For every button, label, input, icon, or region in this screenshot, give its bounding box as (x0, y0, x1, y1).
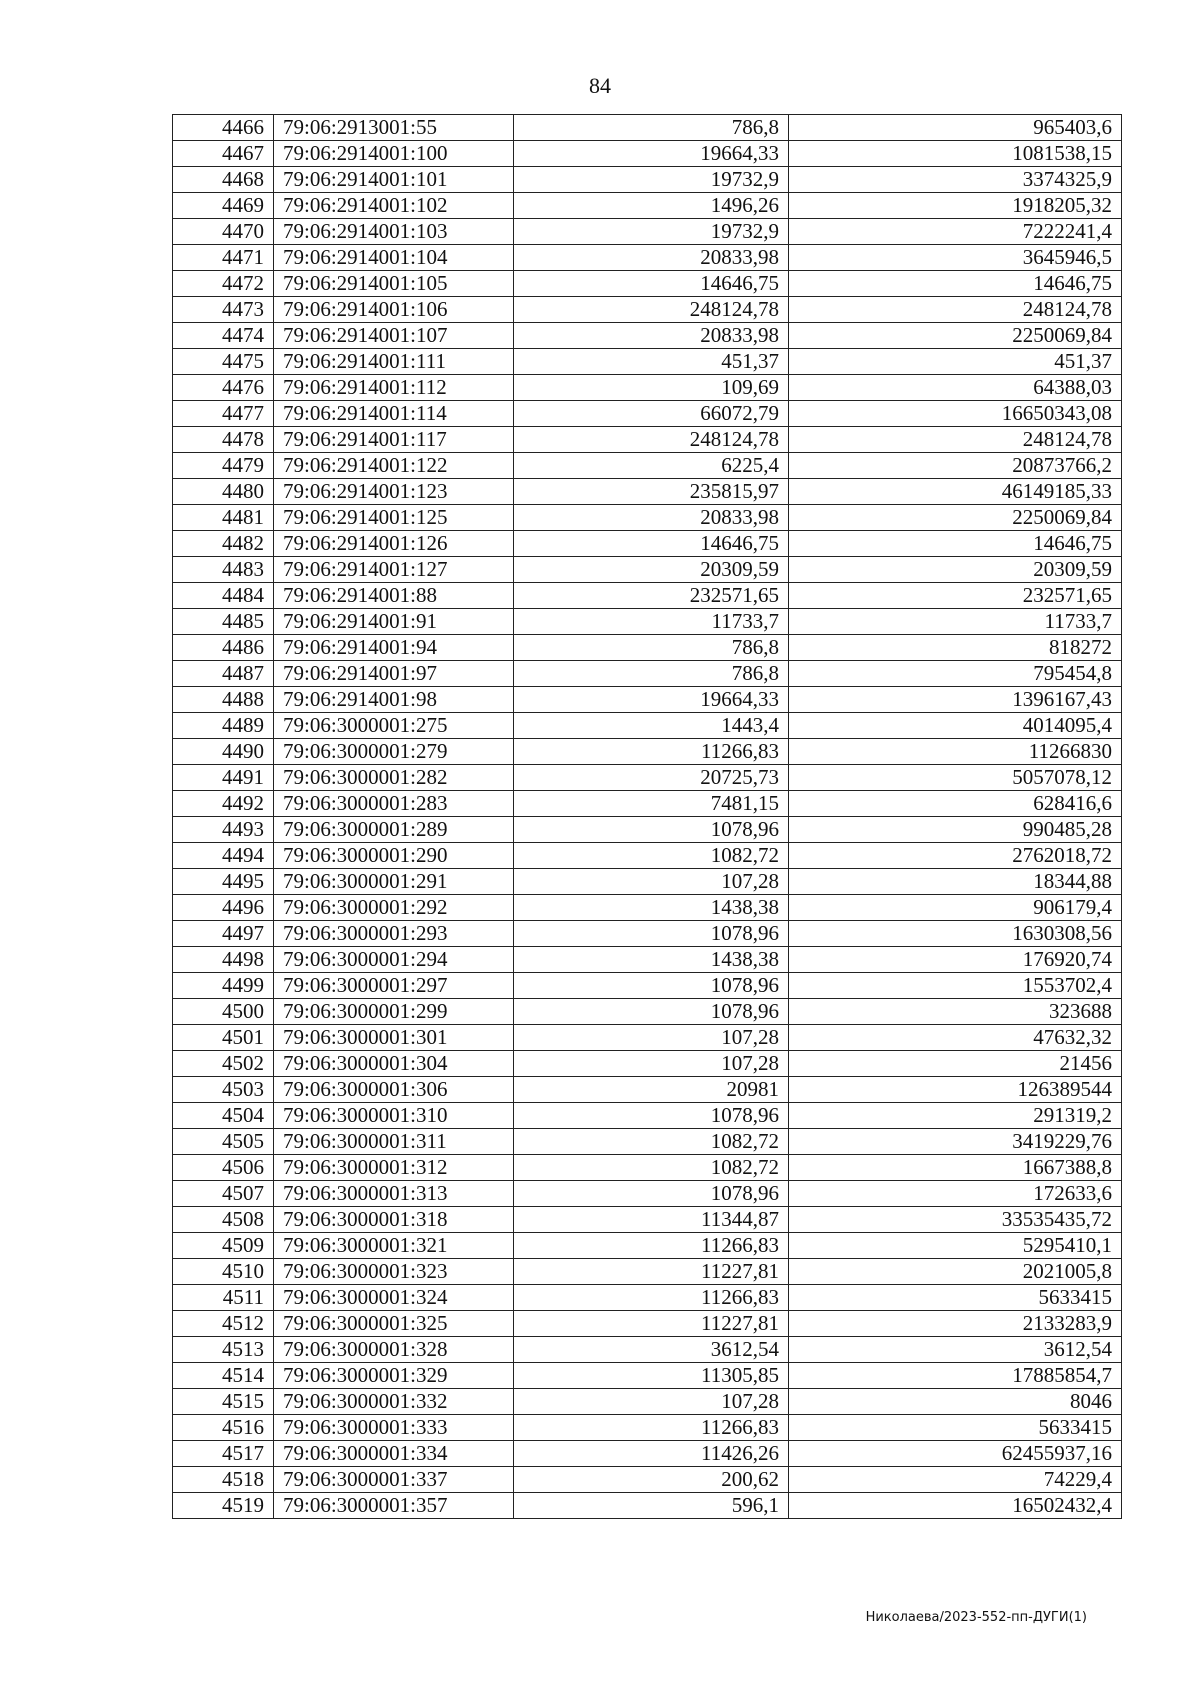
table-row (173, 1363, 1122, 1389)
row-number-cell: 4479 (173, 453, 274, 479)
value-cell: 965403,6 (789, 115, 1122, 141)
row-number-cell: 4468 (173, 167, 274, 193)
table-row (173, 609, 1122, 635)
table-row (173, 635, 1122, 661)
row-number-cell: 4490 (173, 739, 274, 765)
row-number-cell: 4514 (173, 1363, 274, 1389)
area-cell: 1078,96 (514, 921, 789, 947)
area-cell: 11266,83 (514, 1285, 789, 1311)
area-cell: 7481,15 (514, 791, 789, 817)
value-cell: 2021005,8 (789, 1259, 1122, 1285)
cadastral-number-cell: 79:06:3000001:275 (274, 713, 514, 739)
value-cell: 232571,65 (789, 583, 1122, 609)
cadastral-number-cell: 79:06:3000001:323 (274, 1259, 514, 1285)
row-number-cell: 4472 (173, 271, 274, 297)
cadastral-number-cell: 79:06:2914001:127 (274, 557, 514, 583)
cadastral-number-cell: 79:06:3000001:297 (274, 973, 514, 999)
cadastral-number-cell: 79:06:3000001:328 (274, 1337, 514, 1363)
cadastral-number-cell: 79:06:3000001:325 (274, 1311, 514, 1337)
area-cell: 66072,79 (514, 401, 789, 427)
value-cell: 33535435,72 (789, 1207, 1122, 1233)
row-number-cell: 4473 (173, 297, 274, 323)
row-number-cell: 4499 (173, 973, 274, 999)
value-cell: 2133283,9 (789, 1311, 1122, 1337)
value-cell: 11266830 (789, 739, 1122, 765)
table-row (173, 947, 1122, 973)
value-cell: 74229,4 (789, 1467, 1122, 1493)
cadastral-number-cell: 79:06:3000001:279 (274, 739, 514, 765)
area-cell: 20725,73 (514, 765, 789, 791)
area-cell: 1078,96 (514, 817, 789, 843)
value-cell: 323688 (789, 999, 1122, 1025)
row-number-cell: 4477 (173, 401, 274, 427)
cadastral-number-cell: 79:06:3000001:357 (274, 1493, 514, 1519)
row-number-cell: 4495 (173, 869, 274, 895)
cadastral-number-cell: 79:06:2914001:114 (274, 401, 514, 427)
table-row (173, 1077, 1122, 1103)
area-cell: 11227,81 (514, 1259, 789, 1285)
value-cell: 795454,8 (789, 661, 1122, 687)
value-cell: 46149185,33 (789, 479, 1122, 505)
area-cell: 109,69 (514, 375, 789, 401)
area-cell: 1078,96 (514, 1103, 789, 1129)
value-cell: 11733,7 (789, 609, 1122, 635)
cadastral-number-cell: 79:06:3000001:313 (274, 1181, 514, 1207)
cadastral-number-cell: 79:06:2914001:117 (274, 427, 514, 453)
area-cell: 1082,72 (514, 843, 789, 869)
cadastral-number-cell: 79:06:2914001:107 (274, 323, 514, 349)
area-cell: 11266,83 (514, 1415, 789, 1441)
area-cell: 14646,75 (514, 531, 789, 557)
area-cell: 235815,97 (514, 479, 789, 505)
row-number-cell: 4467 (173, 141, 274, 167)
value-cell: 906179,4 (789, 895, 1122, 921)
row-number-cell: 4483 (173, 557, 274, 583)
row-number-cell: 4476 (173, 375, 274, 401)
value-cell: 14646,75 (789, 531, 1122, 557)
value-cell: 3374325,9 (789, 167, 1122, 193)
row-number-cell: 4505 (173, 1129, 274, 1155)
area-cell: 3612,54 (514, 1337, 789, 1363)
value-cell: 291319,2 (789, 1103, 1122, 1129)
cadastral-number-cell: 79:06:3000001:337 (274, 1467, 514, 1493)
row-number-cell: 4491 (173, 765, 274, 791)
cadastral-number-cell: 79:06:2914001:88 (274, 583, 514, 609)
table-row (173, 349, 1122, 375)
table-row (173, 115, 1122, 141)
value-cell: 1553702,4 (789, 973, 1122, 999)
table-row (173, 167, 1122, 193)
row-number-cell: 4509 (173, 1233, 274, 1259)
value-cell: 47632,32 (789, 1025, 1122, 1051)
row-number-cell: 4500 (173, 999, 274, 1025)
row-number-cell: 4498 (173, 947, 274, 973)
area-cell: 11344,87 (514, 1207, 789, 1233)
table-body (173, 115, 1122, 1519)
row-number-cell: 4503 (173, 1077, 274, 1103)
cadastral-number-cell: 79:06:2913001:55 (274, 115, 514, 141)
table-row (173, 583, 1122, 609)
table-row (173, 1337, 1122, 1363)
area-cell: 6225,4 (514, 453, 789, 479)
row-number-cell: 4510 (173, 1259, 274, 1285)
row-number-cell: 4486 (173, 635, 274, 661)
value-cell: 3419229,76 (789, 1129, 1122, 1155)
value-cell: 3612,54 (789, 1337, 1122, 1363)
row-number-cell: 4482 (173, 531, 274, 557)
cadastral-number-cell: 79:06:3000001:301 (274, 1025, 514, 1051)
value-cell: 20873766,2 (789, 453, 1122, 479)
table-row (173, 843, 1122, 869)
table-row (173, 453, 1122, 479)
row-number-cell: 4497 (173, 921, 274, 947)
value-cell: 3645946,5 (789, 245, 1122, 271)
table-row (173, 193, 1122, 219)
cadastral-number-cell: 79:06:3000001:329 (274, 1363, 514, 1389)
area-cell: 20833,98 (514, 323, 789, 349)
cadastral-number-cell: 79:06:3000001:324 (274, 1285, 514, 1311)
table-row (173, 869, 1122, 895)
value-cell: 248124,78 (789, 297, 1122, 323)
value-cell: 18344,88 (789, 869, 1122, 895)
value-cell: 5295410,1 (789, 1233, 1122, 1259)
value-cell: 62455937,16 (789, 1441, 1122, 1467)
table-row (173, 687, 1122, 713)
value-cell: 2250069,84 (789, 505, 1122, 531)
area-cell: 20833,98 (514, 505, 789, 531)
cadastral-number-cell: 79:06:2914001:125 (274, 505, 514, 531)
cadastral-number-cell: 79:06:2914001:100 (274, 141, 514, 167)
cadastral-number-cell: 79:06:3000001:334 (274, 1441, 514, 1467)
cadastral-number-cell: 79:06:2914001:103 (274, 219, 514, 245)
table-row (173, 1493, 1122, 1519)
area-cell: 11305,85 (514, 1363, 789, 1389)
row-number-cell: 4487 (173, 661, 274, 687)
area-cell: 20309,59 (514, 557, 789, 583)
row-number-cell: 4470 (173, 219, 274, 245)
table-row (173, 1415, 1122, 1441)
row-number-cell: 4488 (173, 687, 274, 713)
row-number-cell: 4507 (173, 1181, 274, 1207)
cadastral-number-cell: 79:06:3000001:292 (274, 895, 514, 921)
table-row (173, 1181, 1122, 1207)
table-row (173, 817, 1122, 843)
table-row (173, 1129, 1122, 1155)
cadastral-number-cell: 79:06:2914001:106 (274, 297, 514, 323)
table-row (173, 401, 1122, 427)
area-cell: 19732,9 (514, 219, 789, 245)
area-cell: 19664,33 (514, 687, 789, 713)
cadastral-number-cell: 79:06:2914001:122 (274, 453, 514, 479)
row-number-cell: 4518 (173, 1467, 274, 1493)
row-number-cell: 4494 (173, 843, 274, 869)
value-cell: 16502432,4 (789, 1493, 1122, 1519)
cadastral-number-cell: 79:06:2914001:126 (274, 531, 514, 557)
cadastral-number-cell: 79:06:3000001:282 (274, 765, 514, 791)
value-cell: 14646,75 (789, 271, 1122, 297)
cadastral-number-cell: 79:06:3000001:321 (274, 1233, 514, 1259)
value-cell: 1918205,32 (789, 193, 1122, 219)
area-cell: 20981 (514, 1077, 789, 1103)
cadastral-number-cell: 79:06:3000001:283 (274, 791, 514, 817)
row-number-cell: 4519 (173, 1493, 274, 1519)
value-cell: 5057078,12 (789, 765, 1122, 791)
value-cell: 8046 (789, 1389, 1122, 1415)
table-row (173, 531, 1122, 557)
area-cell: 14646,75 (514, 271, 789, 297)
cadastral-number-cell: 79:06:3000001:311 (274, 1129, 514, 1155)
value-cell: 5633415 (789, 1285, 1122, 1311)
area-cell: 1496,26 (514, 193, 789, 219)
area-cell: 248124,78 (514, 427, 789, 453)
area-cell: 1078,96 (514, 1181, 789, 1207)
row-number-cell: 4481 (173, 505, 274, 531)
table-row (173, 1259, 1122, 1285)
row-number-cell: 4485 (173, 609, 274, 635)
row-number-cell: 4489 (173, 713, 274, 739)
table-row (173, 505, 1122, 531)
table-row (173, 1311, 1122, 1337)
row-number-cell: 4484 (173, 583, 274, 609)
value-cell: 628416,6 (789, 791, 1122, 817)
area-cell: 451,37 (514, 349, 789, 375)
row-number-cell: 4513 (173, 1337, 274, 1363)
table-row (173, 791, 1122, 817)
row-number-cell: 4515 (173, 1389, 274, 1415)
cadastral-number-cell: 79:06:2914001:104 (274, 245, 514, 271)
table-row (173, 323, 1122, 349)
row-number-cell: 4517 (173, 1441, 274, 1467)
row-number-cell: 4502 (173, 1051, 274, 1077)
value-cell: 818272 (789, 635, 1122, 661)
area-cell: 19732,9 (514, 167, 789, 193)
row-number-cell: 4512 (173, 1311, 274, 1337)
cadastral-number-cell: 79:06:3000001:318 (274, 1207, 514, 1233)
cadastral-number-cell: 79:06:3000001:310 (274, 1103, 514, 1129)
area-cell: 1443,4 (514, 713, 789, 739)
area-cell: 1438,38 (514, 895, 789, 921)
table-row (173, 219, 1122, 245)
area-cell: 200,62 (514, 1467, 789, 1493)
table-row (173, 1389, 1122, 1415)
table-row (173, 765, 1122, 791)
area-cell: 107,28 (514, 1389, 789, 1415)
row-number-cell: 4506 (173, 1155, 274, 1181)
row-number-cell: 4471 (173, 245, 274, 271)
table-row (173, 427, 1122, 453)
table-row (173, 1103, 1122, 1129)
cadastral-number-cell: 79:06:3000001:293 (274, 921, 514, 947)
area-cell: 596,1 (514, 1493, 789, 1519)
cadastral-number-cell: 79:06:2914001:98 (274, 687, 514, 713)
value-cell: 1667388,8 (789, 1155, 1122, 1181)
table-row (173, 895, 1122, 921)
table-row (173, 921, 1122, 947)
row-number-cell: 4493 (173, 817, 274, 843)
table-row (173, 1233, 1122, 1259)
table-row (173, 557, 1122, 583)
document-footer: Николаева/2023-552-пп-ДУГИ(1) (865, 1610, 1087, 1625)
cadastral-number-cell: 79:06:2914001:91 (274, 609, 514, 635)
table-row (173, 1285, 1122, 1311)
table-row (173, 713, 1122, 739)
value-cell: 172633,6 (789, 1181, 1122, 1207)
table-row (173, 999, 1122, 1025)
cadastral-number-cell: 79:06:3000001:291 (274, 869, 514, 895)
row-number-cell: 4511 (173, 1285, 274, 1311)
value-cell: 64388,03 (789, 375, 1122, 401)
area-cell: 232571,65 (514, 583, 789, 609)
area-cell: 11733,7 (514, 609, 789, 635)
cadastral-number-cell: 79:06:2914001:112 (274, 375, 514, 401)
row-number-cell: 4508 (173, 1207, 274, 1233)
table-row (173, 245, 1122, 271)
row-number-cell: 4504 (173, 1103, 274, 1129)
value-cell: 1630308,56 (789, 921, 1122, 947)
value-cell: 16650343,08 (789, 401, 1122, 427)
cadastral-number-cell: 79:06:3000001:289 (274, 817, 514, 843)
row-number-cell: 4478 (173, 427, 274, 453)
area-cell: 786,8 (514, 661, 789, 687)
cadastral-number-cell: 79:06:2914001:111 (274, 349, 514, 375)
row-number-cell: 4480 (173, 479, 274, 505)
area-cell: 107,28 (514, 1051, 789, 1077)
area-cell: 11266,83 (514, 1233, 789, 1259)
value-cell: 1081538,15 (789, 141, 1122, 167)
area-cell: 20833,98 (514, 245, 789, 271)
table-row (173, 1207, 1122, 1233)
row-number-cell: 4474 (173, 323, 274, 349)
row-number-cell: 4469 (173, 193, 274, 219)
value-cell: 20309,59 (789, 557, 1122, 583)
cadastral-number-cell: 79:06:3000001:304 (274, 1051, 514, 1077)
area-cell: 248124,78 (514, 297, 789, 323)
cadastral-number-cell: 79:06:2914001:105 (274, 271, 514, 297)
table-row (173, 271, 1122, 297)
table-row (173, 1025, 1122, 1051)
table-row (173, 973, 1122, 999)
value-cell: 7222241,4 (789, 219, 1122, 245)
value-cell: 1396167,43 (789, 687, 1122, 713)
value-cell: 451,37 (789, 349, 1122, 375)
table-row (173, 141, 1122, 167)
area-cell: 11227,81 (514, 1311, 789, 1337)
cadastral-number-cell: 79:06:2914001:97 (274, 661, 514, 687)
area-cell: 786,8 (514, 115, 789, 141)
area-cell: 786,8 (514, 635, 789, 661)
area-cell: 11266,83 (514, 739, 789, 765)
cadastral-number-cell: 79:06:2914001:94 (274, 635, 514, 661)
value-cell: 2762018,72 (789, 843, 1122, 869)
value-cell: 126389544 (789, 1077, 1122, 1103)
cadastral-number-cell: 79:06:2914001:123 (274, 479, 514, 505)
value-cell: 4014095,4 (789, 713, 1122, 739)
row-number-cell: 4496 (173, 895, 274, 921)
value-cell: 2250069,84 (789, 323, 1122, 349)
cadastral-number-cell: 79:06:3000001:312 (274, 1155, 514, 1181)
cadastral-number-cell: 79:06:3000001:299 (274, 999, 514, 1025)
area-cell: 1438,38 (514, 947, 789, 973)
row-number-cell: 4466 (173, 115, 274, 141)
row-number-cell: 4475 (173, 349, 274, 375)
cadastral-number-cell: 79:06:3000001:306 (274, 1077, 514, 1103)
cadastral-number-cell: 79:06:3000001:290 (274, 843, 514, 869)
table-row (173, 1467, 1122, 1493)
cadastral-number-cell: 79:06:3000001:294 (274, 947, 514, 973)
cadastral-number-cell: 79:06:3000001:333 (274, 1415, 514, 1441)
value-cell: 17885854,7 (789, 1363, 1122, 1389)
table-row (173, 1155, 1122, 1181)
value-cell: 990485,28 (789, 817, 1122, 843)
value-cell: 176920,74 (789, 947, 1122, 973)
table-row (173, 479, 1122, 505)
area-cell: 1078,96 (514, 973, 789, 999)
area-cell: 11426,26 (514, 1441, 789, 1467)
page-number: 84 (589, 73, 611, 98)
table-row (173, 1441, 1122, 1467)
table-row (173, 297, 1122, 323)
area-cell: 1082,72 (514, 1155, 789, 1181)
table-row (173, 739, 1122, 765)
area-cell: 1082,72 (514, 1129, 789, 1155)
row-number-cell: 4516 (173, 1415, 274, 1441)
value-cell: 248124,78 (789, 427, 1122, 453)
area-cell: 19664,33 (514, 141, 789, 167)
row-number-cell: 4492 (173, 791, 274, 817)
value-cell: 5633415 (789, 1415, 1122, 1441)
area-cell: 107,28 (514, 1025, 789, 1051)
table-row (173, 1051, 1122, 1077)
cadastral-number-cell: 79:06:2914001:101 (274, 167, 514, 193)
area-cell: 107,28 (514, 869, 789, 895)
table-row (173, 661, 1122, 687)
value-cell: 21456 (789, 1051, 1122, 1077)
row-number-cell: 4501 (173, 1025, 274, 1051)
table-row (173, 375, 1122, 401)
cadastral-table (172, 114, 1122, 1519)
area-cell: 1078,96 (514, 999, 789, 1025)
cadastral-number-cell: 79:06:3000001:332 (274, 1389, 514, 1415)
cadastral-number-cell: 79:06:2914001:102 (274, 193, 514, 219)
